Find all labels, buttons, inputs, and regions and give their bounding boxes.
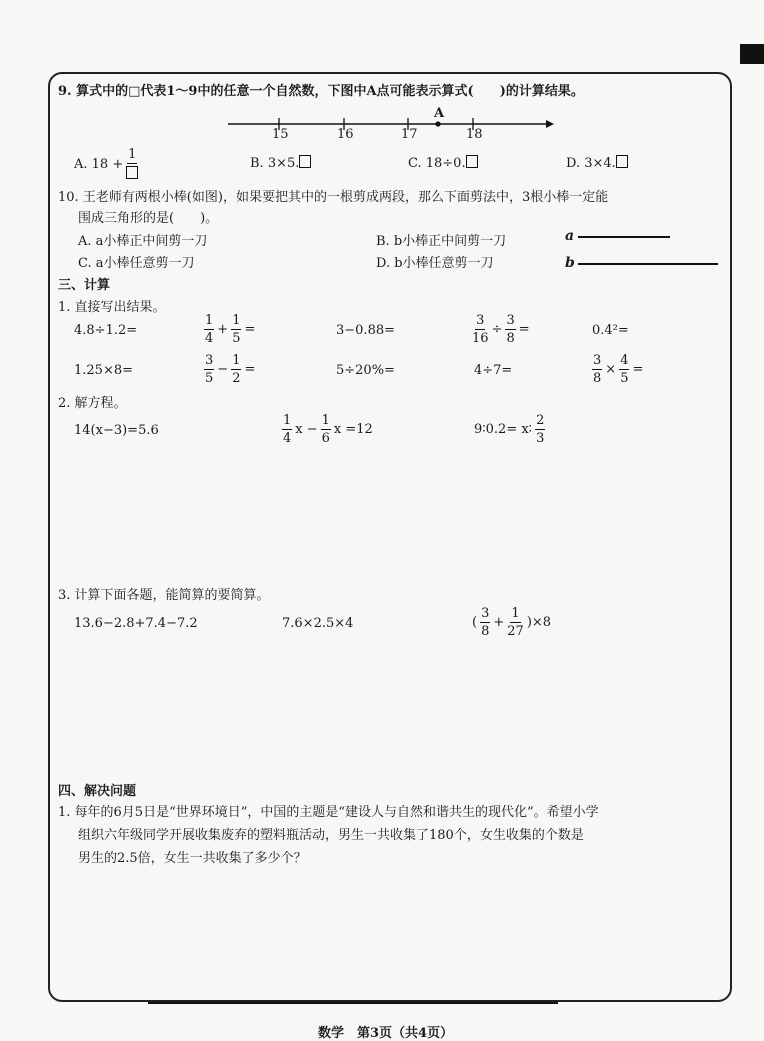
stick-b — [578, 263, 718, 265]
calc-r2c2 — [204, 354, 255, 385]
q10-option-d[interactable]: D. b小棒任意剪一刀 — [376, 256, 494, 271]
fraction-denominator: 4 — [283, 431, 292, 446]
equation-3-part: 9∶0.2= x∶ — [474, 422, 533, 437]
section-3-title: 三、计算 — [58, 278, 111, 293]
fraction — [535, 414, 545, 445]
q10-stem-line2: 围成三角形的是( )。 — [78, 211, 219, 226]
stick-a-label: a — [565, 228, 575, 244]
fraction-denominator: 6 — [321, 431, 330, 446]
calc-r2c1: 1.25×8= — [74, 363, 134, 378]
equation-1: 14(x−3)=5.6 — [74, 423, 159, 438]
fraction-denominator: 27 — [507, 624, 524, 639]
fraction — [282, 414, 292, 445]
fraction-denominator: 8 — [506, 331, 515, 346]
fraction-numerator: 1 — [321, 413, 330, 428]
q9-option-b-text: B. 3×5. — [250, 156, 300, 171]
fraction — [204, 354, 214, 385]
blank-box — [466, 155, 478, 168]
q9-option-b[interactable] — [250, 155, 311, 171]
number-line-arrow — [546, 120, 554, 128]
equation-2-part: x − — [295, 422, 318, 437]
fraction-denominator: 5 — [232, 331, 241, 346]
q9-option-d-text: D. 3×4. — [566, 156, 616, 171]
operator: × — [605, 362, 617, 377]
blank-box — [126, 166, 138, 179]
tick-label-16: 16 — [337, 127, 354, 142]
fraction-denominator: 5 — [620, 371, 629, 386]
calc-r2c3: 5÷20%= — [336, 363, 395, 378]
operator: ÷ — [491, 322, 503, 337]
fraction — [204, 314, 214, 345]
fraction-numerator: 4 — [620, 353, 629, 368]
compute-3 — [472, 607, 551, 638]
fraction — [231, 354, 241, 385]
footer-rule — [148, 1002, 558, 1004]
part-1-title: 1. 直接写出结果。 — [58, 300, 166, 315]
corner-mark — [740, 44, 764, 64]
blank-box — [299, 155, 311, 168]
calc-r1c1: 4.8÷1.2= — [74, 323, 138, 338]
fraction-numerator: 1 — [511, 606, 520, 621]
operator: − — [217, 362, 229, 377]
fraction — [592, 354, 602, 385]
compute-1: 13.6−2.8+7.4−7.2 — [74, 616, 198, 631]
page-footer: 数学 第3页（共4页） — [318, 1026, 454, 1041]
q9-option-c-text: C. 18÷0. — [408, 156, 466, 171]
operator: + — [217, 322, 229, 337]
q10-option-a[interactable]: A. a小棒正中间剪一刀 — [78, 234, 208, 249]
fraction-numerator: 2 — [536, 413, 545, 428]
fraction-numerator: 1 — [232, 353, 241, 368]
q9-option-a-fraction — [126, 148, 138, 181]
q9-option-a-text: A. 18 + — [74, 157, 124, 172]
fraction-numerator: 1 — [205, 313, 214, 328]
paren-open: ( — [472, 615, 478, 630]
compute-2: 7.6×2.5×4 — [282, 616, 354, 631]
q10-option-c[interactable]: C. a小棒任意剪一刀 — [78, 256, 195, 271]
fraction — [505, 314, 515, 345]
stick-b-label: b — [565, 255, 575, 271]
q9-option-a[interactable] — [74, 148, 138, 181]
equation-3 — [474, 414, 545, 445]
blank-box — [616, 155, 628, 168]
fraction-numerator: 3 — [593, 353, 602, 368]
equals: = — [632, 362, 644, 377]
problem-1-line1: 1. 每年的6月5日是“世界环境日”，中国的主题是“建设人与自然和谐共生的现代化”。希望小学 — [58, 805, 599, 820]
stick-a — [578, 236, 670, 238]
equals: = — [244, 362, 256, 377]
point-a — [435, 121, 440, 126]
calc-r1c4 — [472, 314, 530, 345]
calc-r2c5 — [592, 354, 643, 385]
fraction-denominator: 3 — [536, 431, 545, 446]
fraction-numerator: 3 — [481, 606, 490, 621]
q9-option-c[interactable] — [408, 155, 478, 171]
fraction — [321, 414, 331, 445]
fraction-denominator — [126, 164, 138, 181]
part-2-title: 2. 解方程。 — [58, 396, 127, 411]
fraction-numerator: 3 — [476, 313, 485, 328]
problem-1-line3: 男生的2.5倍，女生一共收集了多少个？ — [78, 851, 307, 866]
fraction-numerator: 1 — [128, 147, 137, 162]
fraction — [480, 607, 490, 638]
part-3-title: 3. 计算下面各题，能简算的要简算。 — [58, 588, 270, 603]
fraction-denominator: 16 — [472, 331, 489, 346]
equation-2-part: x =12 — [333, 422, 373, 437]
calc-r1c3: 3−0.88= — [336, 323, 396, 338]
fraction-numerator: 3 — [506, 313, 515, 328]
q10-stem-line1: 10. 王老师有两根小棒(如图)，如果要把其中的一根剪成两段，那么下面剪法中，3根小棒一定能 — [58, 190, 609, 205]
fraction-denominator: 2 — [232, 371, 241, 386]
problem-1-line2: 组织六年级同学开展收集废弃的塑料瓶活动，男生一共收集了180个，女生收集的个数是 — [78, 828, 584, 843]
equation-2 — [282, 414, 373, 445]
calc-r1c5: 0.4²= — [592, 323, 629, 338]
fraction-numerator: 1 — [232, 313, 241, 328]
fraction-denominator: 4 — [205, 331, 214, 346]
fraction-denominator: 8 — [481, 624, 490, 639]
fraction — [472, 314, 489, 345]
fraction — [507, 607, 524, 638]
point-a-label: A — [434, 106, 445, 121]
q10-option-b[interactable]: B. b小棒正中间剪一刀 — [376, 234, 507, 249]
calc-r1c2 — [204, 314, 255, 345]
q9-stem: 9. 算式中的□代表1～9中的任意一个自然数，下图中A点可能表示算式( )的计算结果。 — [58, 84, 584, 99]
tick-label-15: 15 — [272, 127, 289, 142]
fraction-denominator: 5 — [205, 371, 214, 386]
equals: = — [244, 322, 256, 337]
tick-label-17: 17 — [401, 127, 418, 142]
calc-r2c4: 4÷7= — [474, 363, 513, 378]
fraction-numerator: 3 — [205, 353, 214, 368]
paren-close: )×8 — [526, 615, 552, 630]
fraction — [619, 354, 629, 385]
q9-option-d[interactable] — [566, 155, 628, 171]
section-4-title: 四、解决问题 — [58, 784, 137, 799]
equals: = — [518, 322, 530, 337]
tick-label-18: 18 — [466, 127, 483, 142]
fraction-denominator: 8 — [593, 371, 602, 386]
fraction-numerator: 1 — [283, 413, 292, 428]
operator: + — [493, 615, 505, 630]
fraction — [231, 314, 241, 345]
